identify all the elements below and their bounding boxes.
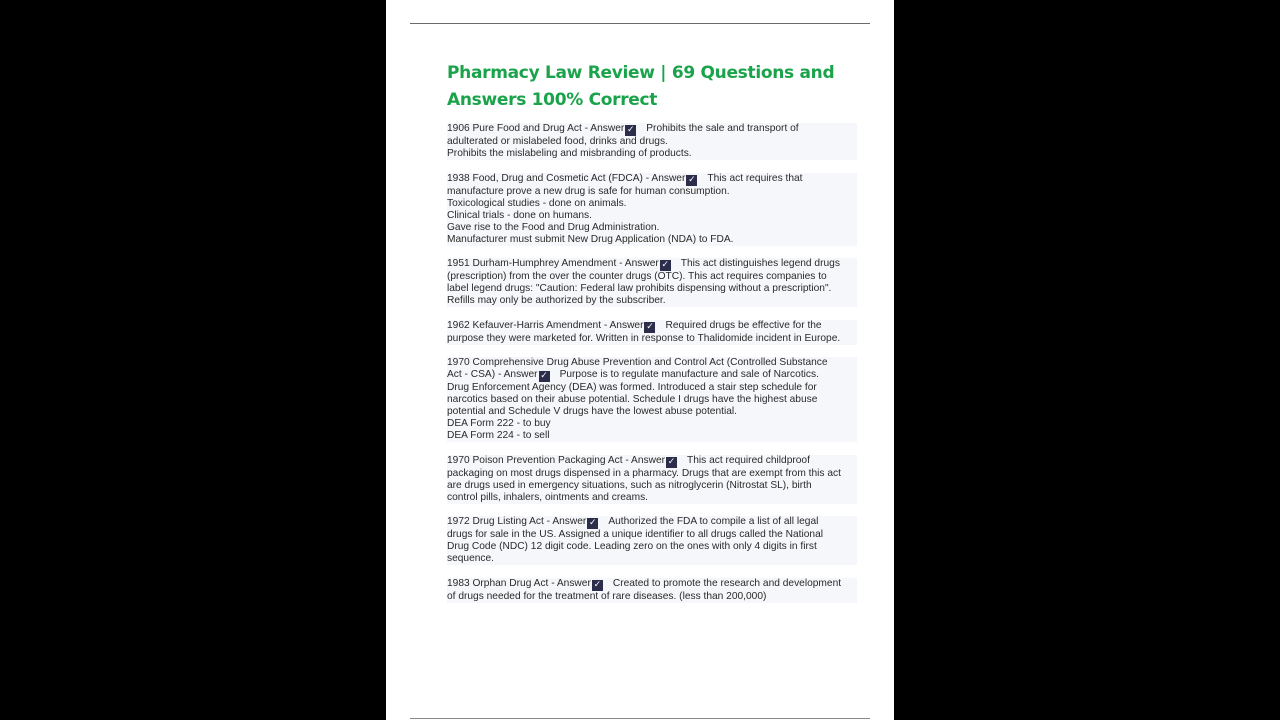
checkmark-icon: ✓ (661, 260, 670, 270)
entry-line: Gave rise to the Food and Drug Administration. (447, 221, 660, 233)
entry-line (447, 258, 857, 271)
qa-entry (447, 455, 857, 504)
qa-entry (447, 258, 857, 307)
checkmark-icon: ✓ (589, 518, 597, 528)
entry-line: Clinical trials - done on humans. (447, 209, 592, 221)
checkmark-icon: ✓ (626, 125, 635, 135)
document-title (447, 60, 847, 114)
answer-text: This act requires that (707, 172, 803, 184)
checkmark-icon: ✓ (688, 174, 696, 185)
checkmark-icon: ✓ (646, 321, 654, 332)
entry-line: Refills may only be authorized by the subscriber. (447, 295, 666, 306)
entry-line: adulterated or mislabeled food, drinks and drugs. (447, 136, 668, 147)
entry-line (447, 123, 857, 136)
entry-line (447, 369, 857, 382)
entry-line: Drug Code (NDC) 12 digit code. Leading zero on the ones with only 4 digits in first (447, 541, 817, 552)
question-text: Act - CSA) - Answer (447, 369, 538, 380)
entry-line (447, 455, 857, 468)
question-text: 1951 Durham-Humphrey Amendment - Answer (447, 258, 659, 269)
document-page (386, 0, 894, 720)
entry-line: are drugs used in emergency situations, such as nitroglycerin (Nitrostat SL), birth (447, 479, 812, 491)
entry-line: DEA Form 224 - to sell (447, 430, 550, 441)
qa-entry (447, 578, 857, 603)
entry-line: manufacture prove a new drug is safe for human consumption. (447, 185, 730, 197)
qa-list (447, 123, 857, 615)
question-text: 1983 Orphan Drug Act - Answer (447, 577, 591, 589)
header-rule (410, 23, 870, 24)
answer-text: Created to promote the research and development (612, 577, 842, 589)
qa-entry (447, 320, 857, 345)
qa-entry (447, 357, 857, 442)
question-text: 1938 Food, Drug and Cosmetic Act (FDCA) - Answer (447, 172, 686, 184)
entry-line: packaging on most drugs dispensed in a pharmacy. Drugs that are exempt from this act (447, 467, 841, 479)
title-line-2: Answers 100% Correct (447, 90, 658, 110)
entry-line: of drugs needed for the treatment of rare diseases. (less than 200,000) (447, 590, 767, 602)
question-text: 1970 Poison Prevention Packaging Act - Answer (447, 454, 666, 466)
qa-entry (447, 173, 857, 246)
question-text: 1906 Pure Food and Drug Act - Answer (447, 123, 625, 134)
entry-line: Drug Enforcement Agency (DEA) was formed. Introduced a stair step schedule for (447, 382, 817, 393)
checkmark-icon: ✓ (540, 371, 548, 381)
entry-line: sequence. (447, 553, 495, 564)
answer-text: This act distinguishes legend drugs (680, 258, 840, 269)
answer-text: Purpose is to regulate manufacture and sale of Narcotics. (559, 369, 819, 380)
answer-text: Required drugs be effective for the (665, 319, 822, 331)
entry-line (447, 320, 857, 333)
title-line-1: Pharmacy Law Review | 69 Questions and (447, 63, 835, 83)
checkmark-icon: ✓ (593, 579, 602, 590)
entry-line: label legend drugs: "Caution: Federal law prohibits dispensing without a prescription". (447, 283, 832, 294)
entry-line: narcotics based on their abuse potential. Schedule I drugs have the highest abuse (447, 394, 818, 405)
entry-line (447, 173, 857, 186)
entry-line (447, 516, 857, 529)
entry-line: 1970 Comprehensive Drug Abuse Prevention and Control Act (Controlled Substance (447, 357, 828, 368)
entry-line: purpose they were marketed for. Written in response to Thalidomide incident in Europe. (447, 332, 841, 344)
checkmark-icon: ✓ (667, 456, 676, 467)
entry-line: Prohibits the mislabeling and misbranding of products. (447, 148, 692, 159)
footer-rule (410, 718, 870, 719)
answer-text: Authorized the FDA to compile a list of all legal (608, 516, 819, 527)
qa-entry (447, 516, 857, 565)
entry-line: potential and Schedule V drugs have the lowest abuse potential. (447, 406, 737, 417)
question-text: 1962 Kefauver-Harris Amendment - Answer (447, 319, 644, 331)
qa-entry (447, 123, 857, 160)
entry-line (447, 578, 857, 591)
entry-line: (prescription) from the over the counter drugs (OTC). This act requires companies to (447, 271, 827, 282)
question-text: 1972 Drug Listing Act - Answer (447, 516, 587, 527)
entry-line: DEA Form 222 - to buy (447, 418, 551, 429)
answer-text: Prohibits the sale and transport of (646, 123, 799, 134)
entry-line: drugs for sale in the US. Assigned a unique identifier to all drugs called the National (447, 529, 824, 540)
answer-text: This act required childproof (687, 454, 810, 466)
entry-line: Manufacturer must submit New Drug Application (NDA) to FDA. (447, 233, 734, 245)
entry-line: Toxicological studies - done on animals. (447, 197, 627, 209)
entry-line: control pills, inhalers, ointments and creams. (447, 491, 649, 503)
